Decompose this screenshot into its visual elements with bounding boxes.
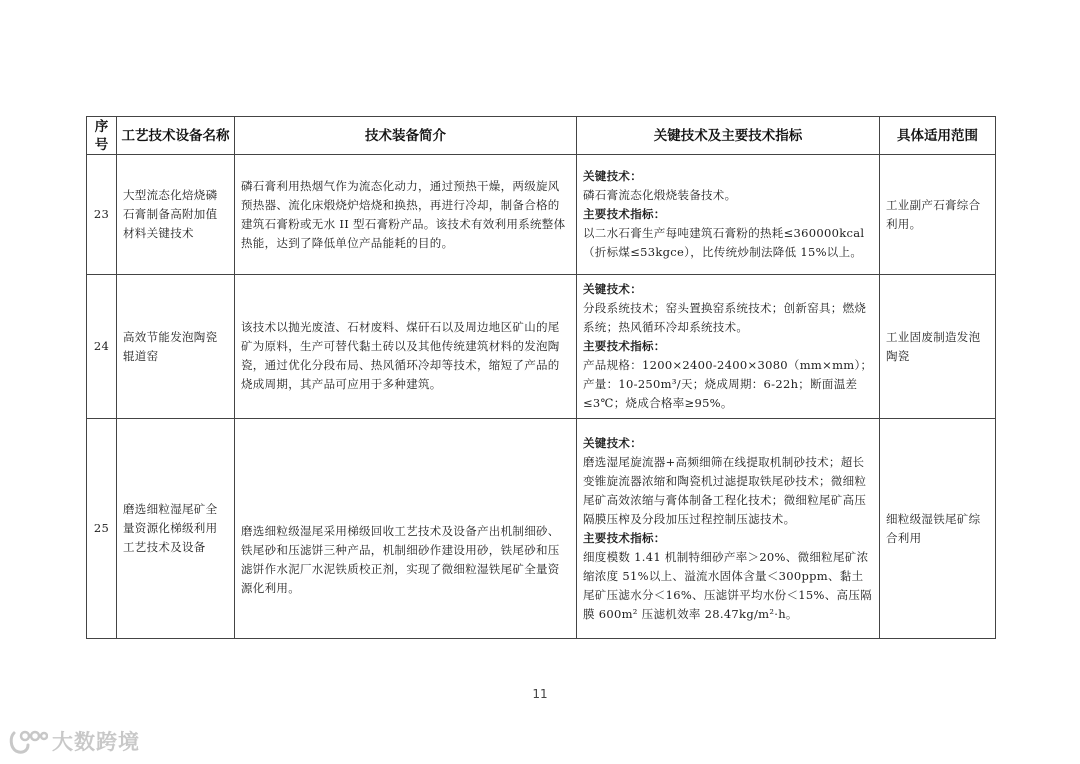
main-index-text: 产品规格：1200×2400-2400×3080（mm×mm）；产量：10-250m³/天；烧成周期：6-22h；断面温差≤3℃；烧成合格率≥95%。 bbox=[583, 358, 873, 410]
table-row bbox=[87, 275, 996, 419]
key-tech-text: 分段系统技术；窑头置换窑系统技术；创新窑具；燃烧系统；热风循环冷却系统技术。 bbox=[583, 301, 867, 334]
header-key-tech: 关键技术及主要技术指标 bbox=[577, 117, 880, 155]
key-tech-text: 磷石膏流态化煅烧装备技术。 bbox=[583, 188, 737, 202]
watermark bbox=[8, 726, 140, 756]
technology-table bbox=[86, 116, 996, 639]
row-scope: 工业固废制造发泡陶瓷 bbox=[880, 275, 996, 419]
row-scope: 工业副产石膏综合利用。 bbox=[880, 155, 996, 275]
row-intro: 磷石膏利用热烟气作为流态化动力，通过预热干燥，两级旋风预热器、流化床煅烧炉焙烧和换热，再进行冷却，制备合格的建筑石膏粉或无水 II 型石膏粉产品。该技术有效利用系统整体热能，达到了降低单位产品能耗的目的。 bbox=[235, 155, 577, 275]
row-number: 23 bbox=[87, 155, 117, 275]
key-tech-text: 磨选湿尾旋流器+高频细筛在线提取机制砂技术；超长变锥旋流器浓缩和陶瓷机过滤提取铁尾砂技术；微细粒尾矿高效浓缩与膏体制备工程化技术；微细粒尾矿高压隔膜压榨及分段加压过程控制压滤技术。 bbox=[583, 454, 867, 526]
brand-logo-icon bbox=[8, 727, 48, 755]
row-intro: 该技术以抛光废渣、石材废料、煤矸石以及周边地区矿山的尾矿为原料，生产可替代黏土砖以及其他传统建筑材料的发泡陶瓷，通过优化分段布局、热风循环冷却等技术，缩短了产品的烧成周期，其产品可应用于多种建筑。 bbox=[235, 275, 577, 419]
header-name: 工艺技术设备名称 bbox=[117, 117, 235, 155]
row-key-tech-cell bbox=[577, 275, 880, 419]
main-index-label: 主要技术指标： bbox=[583, 207, 666, 221]
row-name: 磨选细粒湿尾矿全量资源化梯级利用工艺技术及设备 bbox=[117, 419, 235, 639]
row-key-tech-cell bbox=[577, 419, 880, 639]
key-tech-label: 关键技术： bbox=[583, 282, 642, 296]
header-scope: 具体适用范围 bbox=[880, 117, 996, 155]
main-index-text: 细度模数 1.41 机制特细砂产率＞20%、微细粒尾矿浓缩浓度 51%以上、溢流水固体含量＜300ppm、黏土尾矿压滤水分＜16%、压滤饼平均水份＜15%、高压隔膜 600m² 压滤机效率 28.47kg/m²·h。 bbox=[583, 549, 872, 621]
key-tech-label: 关键技术： bbox=[583, 435, 642, 450]
header-intro: 技术装备简介 bbox=[235, 117, 577, 155]
row-number: 25 bbox=[87, 419, 117, 639]
table-row bbox=[87, 155, 996, 275]
row-scope: 细粒级湿铁尾矿综合利用 bbox=[880, 419, 996, 639]
row-key-tech-cell bbox=[577, 155, 880, 275]
header-number: 序号 bbox=[87, 117, 117, 155]
main-index-text: 以二水石膏生产每吨建筑石膏粉的热耗≤360000kcal（折标煤≤53kgce），比传统炒制法降低 15%以上。 bbox=[583, 226, 865, 259]
row-name: 高效节能发泡陶瓷辊道窑 bbox=[117, 275, 235, 419]
page-number: 11 bbox=[532, 687, 548, 701]
main-index-label: 主要技术指标： bbox=[583, 339, 666, 353]
watermark-text: 大数跨境 bbox=[52, 730, 140, 754]
row-name: 大型流态化焙烧磷石膏制备高附加值材料关键技术 bbox=[117, 155, 235, 275]
row-intro: 磨选细粒级湿尾采用梯级回收工艺技术及设备产出机制细砂、铁尾砂和压滤饼三种产品，机制细砂作建设用砂，铁尾砂和压滤饼作水泥厂水泥铁质校正剂，实现了微细粒湿铁尾矿全量资源化利用。 bbox=[235, 419, 577, 639]
key-tech-label: 关键技术： bbox=[583, 169, 642, 183]
table-header-row bbox=[87, 117, 996, 155]
table-row bbox=[87, 419, 996, 639]
main-index-label: 主要技术指标： bbox=[583, 530, 666, 545]
row-number: 24 bbox=[87, 275, 117, 419]
